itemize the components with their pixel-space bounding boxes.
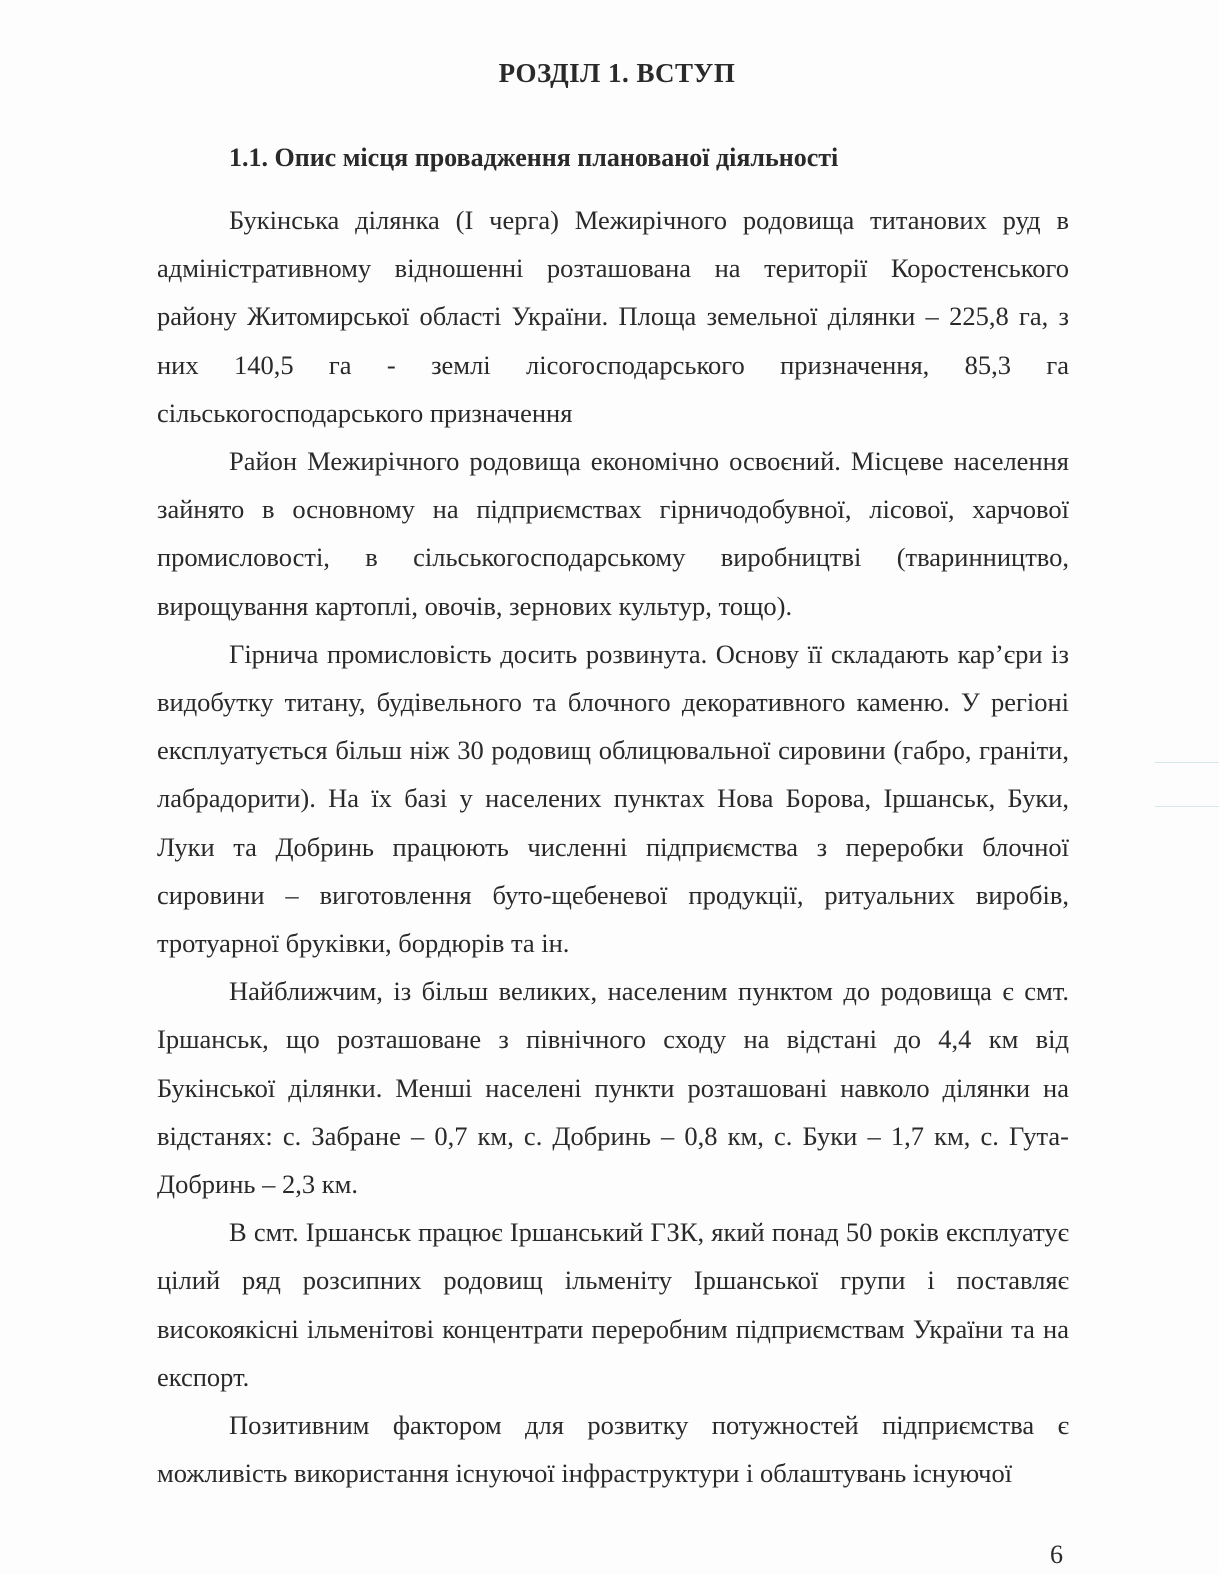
paragraph: Букінська ділянка (І черга) Межирічного родовища титанових руд в адміністративному відношенні розташована на території Коростенського району Житомирської області України. Площа земельної ділянки – 225,8 га, з них 140,5 га - землі лісогосподарського призначення, 85,3 га сільськогосподарського призначення [157,205,1069,428]
paragraph: Позитивним фактором для розвитку потужностей підприємства є можливість використання існуючої інфраструктури і облаштувань існуючої [157,1410,1069,1489]
paragraph: Найближчим, із більш великих, населеним пунктом до родовища є смт. Іршанськ, що розташоване з північного сходу на відстані до 4,4 км від Букінської ділянки. Менші населені пункти розташовані навколо ділянки на відстанях: с. Забране – 0,7 км, с. Добринь – 0,8 км, с. Буки – 1,7 км, с. Гута-Добринь – 2,3 км. [157,976,1069,1200]
section-title: 1.1. Опис місця провадження планованої діяльності [229,143,839,172]
scan-artifact-line [1155,762,1219,763]
chapter-title: РОЗДІЛ 1. ВСТУП [498,58,736,88]
body-text [157,196,1069,1497]
scan-artifact-line [1155,806,1219,807]
paragraph: Район Межирічного родовища економічно освоєний. Місцеве населення зайнято в основному на підприємствах гірничодобувної, лісової, харчової промисловості, в сільськогосподарському виробництві (тваринництво, вирощування картоплі, овочів, зернових культур, тощо). [157,446,1069,621]
page-number: 6 [1050,1540,1063,1569]
paragraph: Гірнича промисловість досить розвинута. Основу її складають кар’єри із видобутку титану, будівельного та блочного декоративного каменю. У регіоні експлуатується більш ніж 30 родовищ облицювальної сировини (габро, граніти, лабрадорити). На їх базі у населених пунктах Нова Борова, Іршанськ, Буки, Луки та Добринь працюють численні підприємства з переробки блочної сировини – виготовлення буто-щебеневої продукції, ритуальних виробів, тротуарної бруківки, бордюрів та ін. [157,638,1069,959]
paragraph: В смт. Іршанськ працює Іршанський ГЗК, який понад 50 років експлуатує цілий ряд розсипних родовищ ільменіту Іршанської групи і поставляє високоякісні ільменітові концентрати переробним підприємствам України та на експорт. [157,1217,1069,1392]
